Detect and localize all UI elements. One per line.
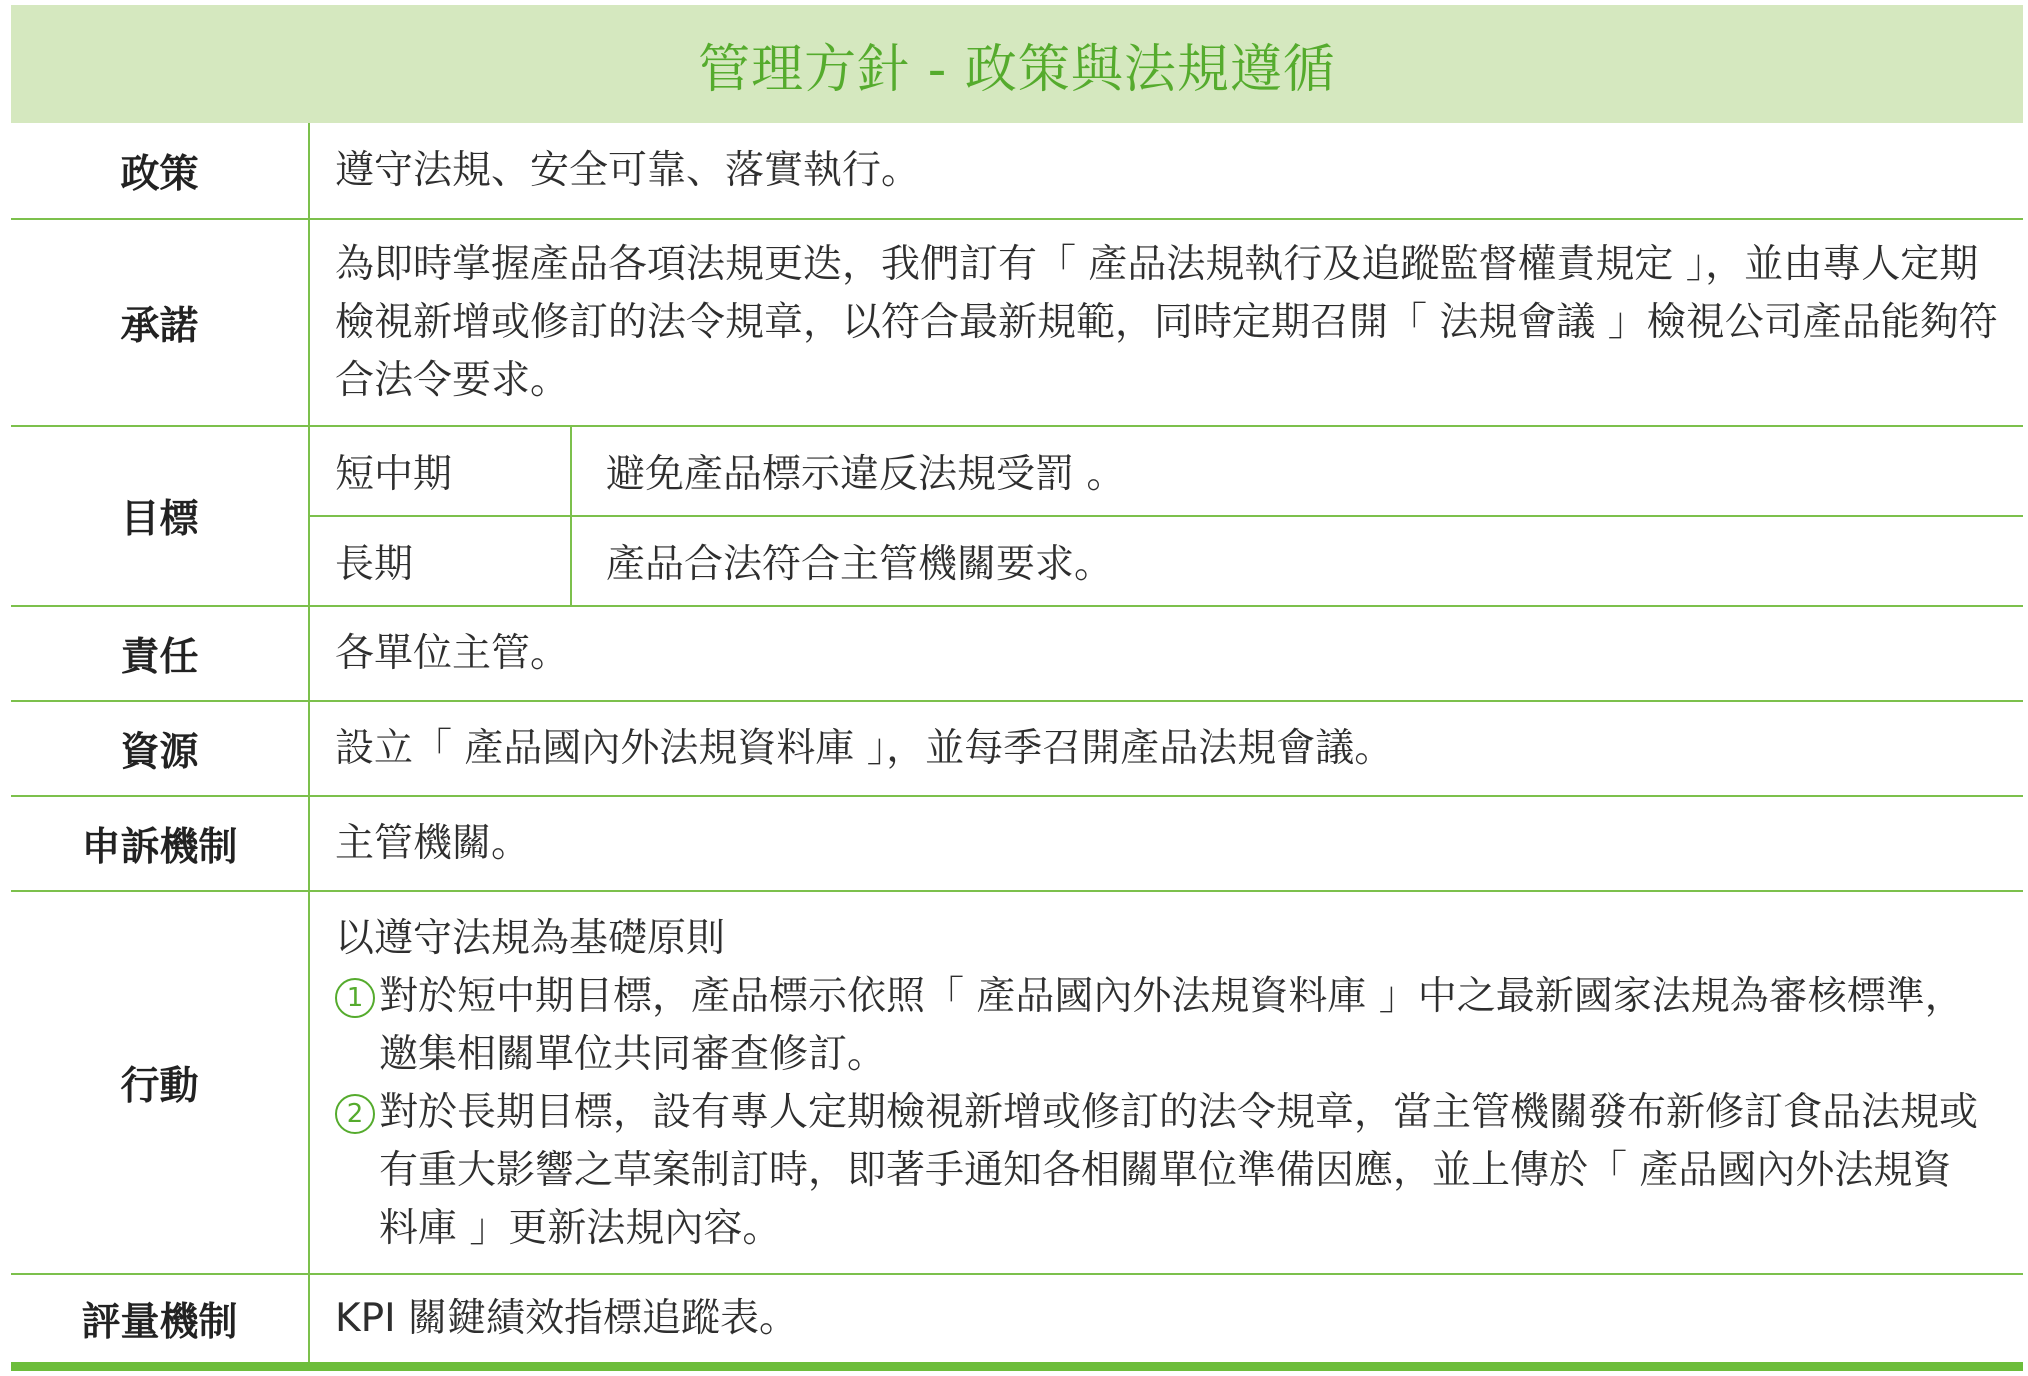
short-term-goal: [310, 427, 2023, 517]
commitment-label: 承諾: [11, 220, 310, 425]
grievance-row: [11, 797, 2023, 892]
evaluation-label: 評量機制: [11, 1275, 310, 1362]
responsibility-row: [11, 607, 2023, 702]
resources-label: 資源: [11, 702, 310, 795]
policy-text: 遵守法規、安全可靠、落實執行。: [335, 147, 921, 193]
actions-content: [335, 910, 1983, 1258]
commitment-text: 為即時掌握產品各項法規更迭，我們訂有「 產品法規執行及追蹤監督權責規定 」，並由專人定期檢視新增或修訂的法令規章，以符合最新規範，同時定期召開「 法規會議 」檢視公司產品能夠符合法令要求。: [335, 241, 1998, 403]
long-term-goal: [310, 517, 2023, 605]
actions-intro: 以遵守法規為基礎原則: [335, 916, 726, 961]
circled-number-2-icon: 2: [335, 1094, 375, 1134]
evaluation-text: KPI 關鍵績效指標追蹤表。: [335, 1295, 798, 1341]
policy-document: [11, 5, 2023, 1371]
policy-row: [11, 123, 2023, 220]
responsibility-label: 責任: [11, 607, 310, 700]
action-item-text: 對於短中期目標，產品標示依照「 產品國內外法規資料庫 」中之最新國家法規為審核標準，邀集相關單位共同審查修訂。: [379, 974, 1964, 1077]
responsibility-text: 各單位主管。: [335, 630, 570, 676]
column-divider: [570, 427, 572, 515]
long-term-label: 長期: [335, 542, 414, 587]
long-term-text: 產品合法符合主管機關要求。: [606, 542, 1114, 587]
goals-row: [11, 427, 2023, 607]
commitment-row: [11, 220, 2023, 427]
resources-row: [11, 702, 2023, 797]
action-item: [335, 968, 1983, 1084]
actions-row: [11, 892, 2023, 1275]
resources-text: 設立「 產品國內外法規資料庫 」，並每季召開產品法規會議。: [335, 725, 1394, 771]
page-title: 管理方針 - 政策與法規遵循: [698, 39, 1336, 100]
actions-label: 行動: [11, 892, 310, 1273]
action-item-text: 對於長期目標，設有專人定期檢視新增或修訂的法令規章，當主管機關發布新修訂食品法規或有重大影響之草案制訂時，即著手通知各相關單位準備因應，並上傳於「 產品國內外法規資料庫 」更新法規內容。: [379, 1090, 1979, 1251]
short-term-label: 短中期: [335, 452, 453, 497]
action-item: [335, 1084, 1983, 1258]
bottom-rule: [11, 1362, 2023, 1371]
short-term-text: 避免產品標示違反法規受罰 。: [606, 452, 1126, 497]
circled-number-1-icon: 1: [335, 978, 375, 1018]
document-header: [11, 5, 2023, 123]
policy-label: 政策: [11, 123, 310, 218]
evaluation-row: [11, 1275, 2023, 1362]
grievance-label: 申訴機制: [11, 797, 310, 890]
grievance-text: 主管機關。: [335, 820, 531, 866]
column-divider: [570, 517, 572, 605]
goals-label: 目標: [11, 427, 310, 605]
